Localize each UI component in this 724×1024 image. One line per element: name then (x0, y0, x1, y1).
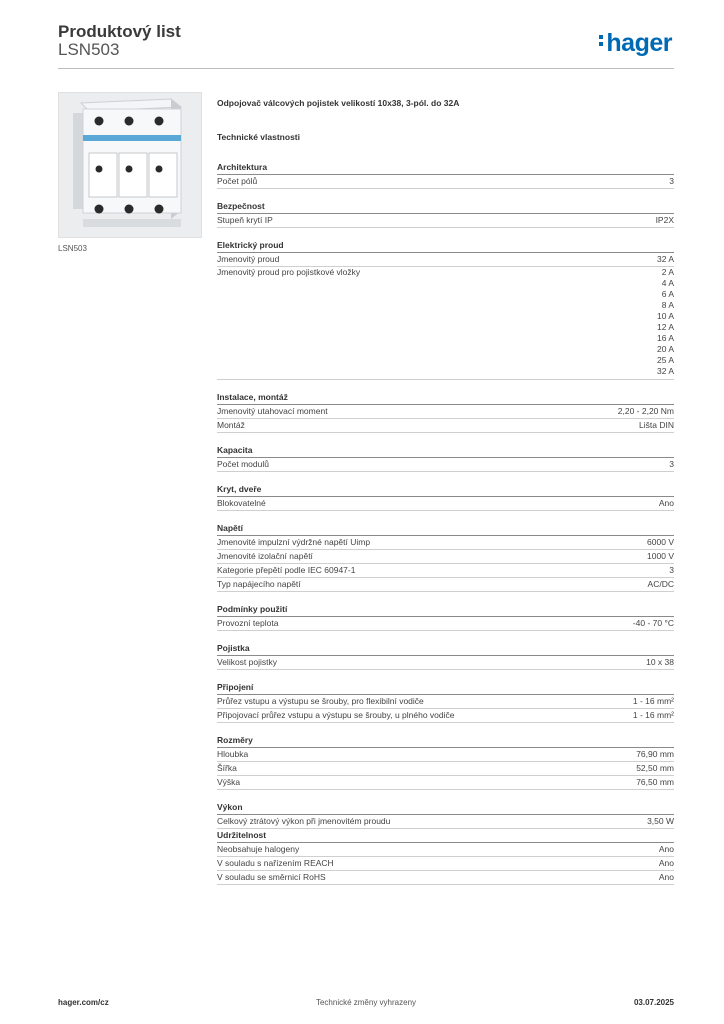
spec-section (217, 829, 674, 885)
spec-label: Stupeň krytí IP (217, 215, 273, 225)
product-description: Odpojovač válcových pojistek velikostí 10x38, 3-pól. do 32A (217, 98, 460, 108)
spec-section (217, 444, 674, 472)
spec-label: V souladu s nařízením REACH (217, 858, 334, 868)
spec-label: Provozní teplota (217, 618, 279, 628)
spec-label: Celkový ztrátový výkon při jmenovitém proudu (217, 816, 391, 826)
spec-label: Montáž (217, 420, 245, 430)
spec-label: Počet modulů (217, 459, 269, 469)
spec-value: 76,50 mm (636, 777, 674, 787)
spec-value: Ano (658, 498, 674, 508)
spec-value: -40 - 70 °C (632, 618, 674, 628)
spec-value: Ano (658, 872, 674, 882)
spec-section (217, 391, 674, 433)
spec-row (217, 550, 674, 564)
spec-value: 12 A (656, 322, 674, 332)
spec-section (217, 681, 674, 723)
spec-value: 1 - 16 mm² (632, 710, 674, 720)
technical-properties-heading: Technické vlastnosti (217, 132, 300, 142)
spec-value: Ano (658, 858, 674, 868)
spec-sections (217, 161, 674, 885)
spec-value: 1 - 16 mm² (632, 696, 674, 706)
spec-value: 4 A (661, 278, 674, 288)
footer-notice: Technické změny vyhrazeny (315, 998, 417, 1007)
spec-value: 32 A (656, 366, 674, 376)
spec-row (217, 748, 674, 762)
spec-row (217, 253, 674, 267)
logo-dots-icon (599, 32, 604, 49)
spec-section (217, 200, 674, 228)
section-title: Rozměry (217, 734, 674, 748)
spec-section (217, 483, 674, 511)
spec-label: Průřez vstupu a výstupu se šrouby, pro flexibilní vodiče (217, 696, 424, 706)
spec-row (217, 709, 674, 723)
spec-label: Velikost pojistky (217, 657, 277, 667)
spec-value: 3 (669, 459, 674, 469)
spec-label: Typ napájecího napětí (217, 579, 301, 589)
spec-value: AC/DC (647, 579, 674, 589)
spec-section (217, 239, 674, 380)
section-title: Udržitelnost (217, 829, 674, 843)
spec-row (217, 843, 674, 857)
spec-section (217, 603, 674, 631)
spec-value: IP2X (655, 215, 674, 225)
spec-section (217, 522, 674, 592)
image-caption: LSN503 (58, 244, 87, 253)
section-title: Instalace, montáž (217, 391, 674, 405)
spec-value: Ano (658, 844, 674, 854)
spec-row (217, 578, 674, 592)
spec-row (217, 497, 674, 511)
spec-label: Jmenovitý proud (217, 254, 280, 264)
spec-label: Neobsahuje halogeny (217, 844, 300, 854)
spec-label: Jmenovité izolační napětí (217, 551, 313, 561)
product-image (58, 92, 202, 238)
spec-label: Jmenovitý utahovací moment (217, 406, 328, 416)
document-title: Produktový list (58, 22, 181, 41)
footer-date: 03.07.2025 (633, 998, 674, 1007)
spec-row (217, 419, 674, 433)
fuse-disconnector-illustration (59, 93, 202, 238)
footer-website: hager.com/cz (58, 998, 109, 1007)
product-code: LSN503 (58, 40, 120, 59)
spec-value: 52,50 mm (636, 763, 674, 773)
section-title: Připojení (217, 681, 674, 695)
spec-row (217, 405, 674, 419)
section-title: Výkon (217, 801, 674, 815)
section-title: Pojistka (217, 642, 674, 656)
spec-value: 2,20 - 2,20 Nm (617, 406, 674, 416)
spec-label: Blokovatelné (217, 498, 266, 508)
spec-value: 3 (669, 176, 674, 186)
spec-label: Počet pólů (217, 176, 258, 186)
spec-section (217, 801, 674, 829)
spec-section (217, 734, 674, 790)
spec-label: Kategorie přepětí podle IEC 60947-1 (217, 565, 356, 575)
spec-value: 8 A (661, 300, 674, 310)
spec-row (217, 458, 674, 472)
spec-label: Jmenovitý proud pro pojistkové vložky (217, 267, 361, 277)
spec-value: 32 A (656, 254, 674, 264)
section-title: Kryt, dveře (217, 483, 674, 497)
section-title: Bezpečnost (217, 200, 674, 214)
spec-value: 76,90 mm (636, 749, 674, 759)
section-title: Architektura (217, 161, 674, 175)
spec-section (217, 642, 674, 670)
spec-value: 6000 V (647, 537, 674, 547)
hager-logo (599, 29, 672, 58)
section-title: Podmínky použití (217, 603, 674, 617)
spec-value: 6 A (661, 289, 674, 299)
spec-value: 3 (669, 565, 674, 575)
spec-value: 16 A (656, 333, 674, 343)
spec-row (217, 267, 674, 380)
spec-value: 3,50 W (647, 816, 674, 826)
spec-row (217, 776, 674, 790)
spec-row (217, 564, 674, 578)
section-title: Elektrický proud (217, 239, 674, 253)
spec-value: 1000 V (647, 551, 674, 561)
spec-value: 20 A (656, 344, 674, 354)
section-title: Kapacita (217, 444, 674, 458)
section-title: Napětí (217, 522, 674, 536)
spec-value: 2 A (661, 267, 674, 277)
spec-label: Hloubka (217, 749, 249, 759)
page-header (58, 22, 674, 68)
spec-row (217, 536, 674, 550)
spec-value: 10 x 38 (646, 657, 674, 667)
spec-value: 10 A (656, 311, 674, 321)
logo-text: hager (606, 29, 672, 57)
spec-row (217, 214, 674, 228)
specifications (217, 97, 674, 885)
spec-row (217, 857, 674, 871)
header-divider (58, 68, 674, 69)
spec-section (217, 161, 674, 189)
spec-value: Lišta DIN (639, 420, 674, 430)
spec-row (217, 815, 674, 829)
spec-value-list (657, 267, 674, 377)
spec-row (217, 175, 674, 189)
spec-label: Jmenovité impulzní výdržné napětí Uimp (217, 537, 371, 547)
spec-row (217, 617, 674, 631)
spec-row (217, 762, 674, 776)
spec-row (217, 871, 674, 885)
spec-label: Připojovací průřez vstupu a výstupu se šrouby, u plného vodiče (217, 710, 455, 720)
spec-row (217, 656, 674, 670)
spec-value: 25 A (656, 355, 674, 365)
spec-row (217, 695, 674, 709)
spec-label: Výška (217, 777, 241, 787)
spec-label: V souladu se směrnicí RoHS (217, 872, 326, 882)
spec-label: Šířka (217, 763, 237, 773)
